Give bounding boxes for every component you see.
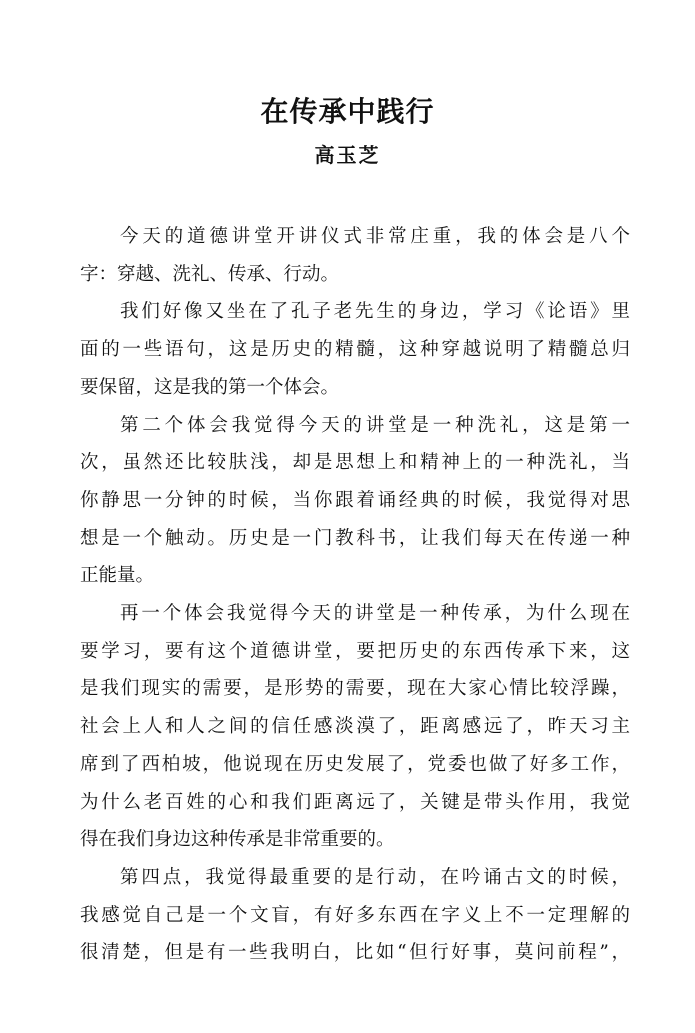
body-line: 字：穿越、洗礼、传承、行动。 xyxy=(80,263,340,285)
body-line: 得在我们身边这种传承是非常重要的。 xyxy=(80,829,395,851)
body-line: 次，虽然还比较肤浅，却是思想上和精神上的一种洗礼，当 xyxy=(80,452,630,474)
body-line: 是我们现实的需要，是形势的需要，现在大家心情比较浮躁， xyxy=(80,678,630,700)
body-line: 今天的道德讲堂开讲仪式非常庄重，我的体会是八个 xyxy=(120,226,630,247)
body-line: 很清楚，但是有一些我明白，比如“但行好事，莫问前程”， xyxy=(80,942,630,964)
body-line: 社会上人和人之间的信任感淡漠了，距离感远了，昨天习主 xyxy=(80,716,630,738)
body-line: 席到了西柏坡，他说现在历史发展了，党委也做了好多工作， xyxy=(80,753,630,775)
document-author: 高玉芝 xyxy=(314,143,381,167)
document-body xyxy=(80,218,630,972)
body-line: 再一个体会我觉得今天的讲堂是一种传承，为什么现在 xyxy=(120,603,630,625)
body-line: 我们好像又坐在了孔子老先生的身边，学习《论语》里 xyxy=(120,301,630,323)
body-line: 你静思一分钟的时候，当你跟着诵经典的时候，我觉得对思 xyxy=(80,489,630,511)
document-title: 在传承中践行 xyxy=(260,95,435,128)
body-line: 要学习，要有这个道德讲堂，要把历史的东西传承下来，这 xyxy=(80,640,630,662)
body-line: 面的一些语句，这是历史的精髓，这种穿越说明了精髓总归 xyxy=(80,339,630,361)
body-line: 想是一个触动。历史是一门教科书，让我们每天在传递一种 xyxy=(80,527,630,549)
body-line: 正能量。 xyxy=(80,565,155,587)
body-line: 第四点，我觉得最重要的是行动，在吟诵古文的时候， xyxy=(120,866,630,888)
body-line: 为什么老百姓的心和我们距离远了，关键是带头作用，我觉 xyxy=(80,791,630,813)
body-line: 第二个体会我觉得今天的讲堂是一种洗礼，这是第一 xyxy=(120,414,630,436)
body-line: 要保留，这是我的第一个体会。 xyxy=(80,376,340,398)
body-line: 我感觉自己是一个文盲，有好多东西在字义上不一定理解的 xyxy=(80,904,630,926)
